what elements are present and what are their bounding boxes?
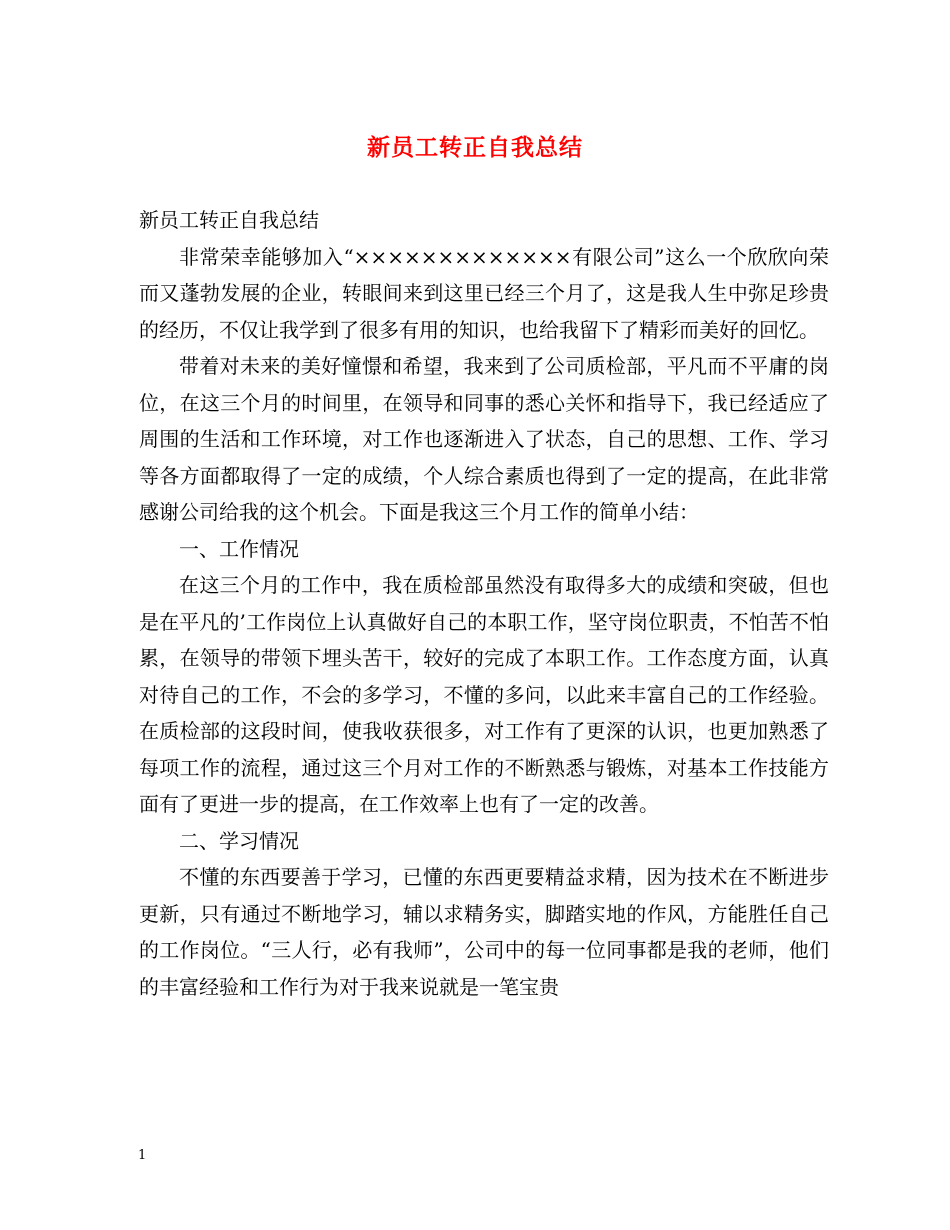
paragraph-study: 不懂的东西要善于学习，已懂的东西更要精益求精，因为技术在不断进步更新，只有通过不断地学习，辅以求精务实，脚踏实地的作风，方能胜任自己的工作岗位。“三人行，必有我师”，公司中的每一位同事都是我的老师，他们的丰富经验和工作行为对于我来说就是一笔宝贵 (139, 865, 829, 999)
page-number: 1 (138, 1148, 147, 1163)
paragraph-background: 带着对未来的美好憧憬和希望，我来到了公司质检部，平凡而不平庸的岗位，在这三个月的时间里，在领导和同事的悉心关怀和指导下，我已经适应了周围的生活和工作环境，对工作也逐渐进入了状态，自己的思想、工作、学习等各方面都取得了一定的成绩，个人综合素质也得到了一定的提高，在此非常感谢公司给我的这个机会。下面是我这三个月工作的简单小结： (139, 354, 829, 524)
section-heading-work: 一、工作情况 (179, 536, 299, 561)
document-title: 新员工转正自我总结 (367, 134, 583, 161)
section-heading-study: 二、学习情况 (179, 828, 299, 853)
document-body (139, 202, 829, 1005)
paragraph-work: 在这三个月的工作中，我在质检部虽然没有取得多大的成绩和突破，但也是在平凡的’工作岗位上认真做好自己的本职工作，坚守岗位职责，不怕苦不怕累，在领导的带领下埋头苦干，较好的完成了本职工作。工作态度方面，认真对待自己的工作，不会的多学习，不懂的多问，以此来丰富自己的工作经验。在质检部的这段时间，使我收获很多，对工作有了更深的认识，也更加熟悉了每项工作的流程，通过这三个月对工作的不断熟悉与锻炼，对基本工作技能方面有了更进一步的提高，在工作效率上也有了一定的改善。 (139, 573, 829, 816)
paragraph-heading: 新员工转正自我总结 (139, 208, 319, 232)
paragraph-intro: 非常荣幸能够加入“×××××××××××××有限公司”这么一个欣欣向荣而又蓬勃发展的企业，转眼间来到这里已经三个月了，这是我人生中弥足珍贵的经历，不仅让我学到了很多有用的知识，也给我留下了精彩而美好的回忆。 (139, 244, 829, 342)
